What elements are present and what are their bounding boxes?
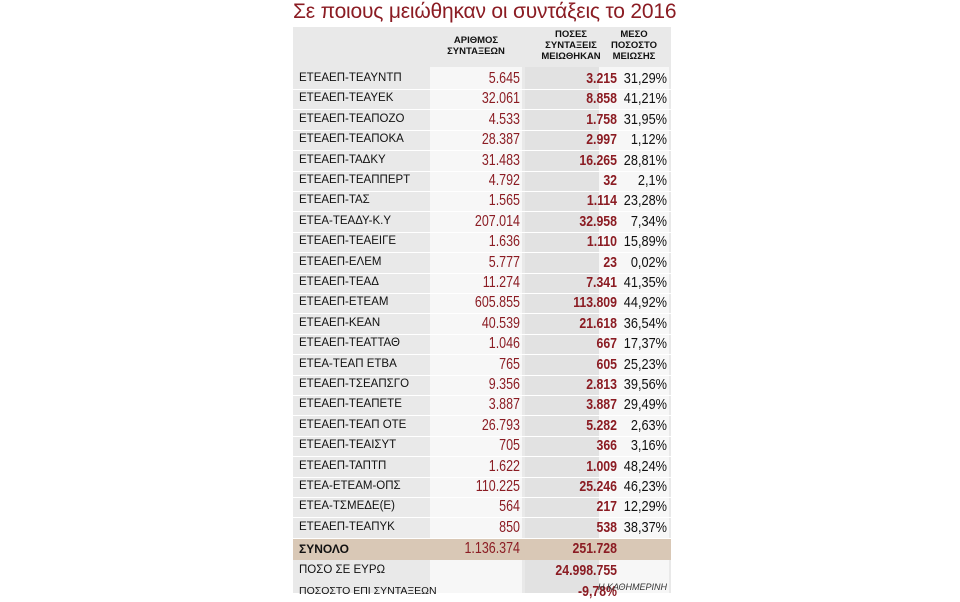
total-pensions-value: 1.622: [488, 457, 520, 475]
header-total-pensions: ΑΡΙΘΜΟΣ ΣΥΝΤΑΞΕΩΝ: [447, 35, 505, 57]
table-row: [293, 395, 671, 415]
table-row: [293, 355, 671, 375]
reduced-pensions-value: 3.887: [586, 396, 617, 414]
reduced-pensions-value: 3.215: [586, 70, 617, 87]
reduced-pensions-value: 1.758: [586, 110, 617, 128]
avg-reduction-value: 23,28%: [623, 192, 667, 210]
amount-row: [293, 561, 671, 581]
avg-reduction-value: 2,63%: [630, 416, 667, 434]
total-pensions-value: 26.793: [481, 416, 520, 434]
fund-name: ΕΤΕΑΕΠ-ΤΕΑΙΣΥΤ: [299, 439, 397, 452]
avg-reduction-value: 44,92%: [623, 294, 667, 312]
avg-reduction-value: 38,37%: [623, 518, 667, 536]
reduced-pensions-value: 16.265: [579, 151, 617, 169]
avg-reduction-value: 7,34%: [630, 212, 667, 230]
reduced-pensions-value: 5.282: [586, 416, 617, 434]
reduced-pensions-value: 2.813: [586, 376, 617, 393]
table-row: [293, 171, 671, 191]
fund-name: ΕΤΕΑΕΠ-ΤΕΑΥΝΤΠ: [299, 72, 402, 84]
header-avg-reduction: ΜΕΣΟ ΠΟΣΟΣΤΟ ΜΕΙΩΣΗΣ: [610, 29, 658, 62]
table-row: [293, 457, 671, 477]
table-row: [293, 314, 671, 334]
fund-name: ΕΤΕΑΕΠ-ΤΕΑΠΠΕΡΤ: [299, 174, 411, 186]
avg-reduction-value: 0,02%: [630, 253, 667, 271]
avg-reduction-value: 48,24%: [623, 457, 667, 475]
table-row: [293, 375, 671, 395]
page-title: Σε ποιους μειώθηκαν οι συντάξεις το 2016: [293, 0, 677, 23]
fund-name: ΕΤΕΑ-ΤΕΑΔΥ-Κ.Υ: [299, 214, 392, 227]
reduced-pensions-value: 1.110: [586, 233, 617, 251]
reduced-pensions-value: 538: [596, 518, 617, 536]
total-pensions-value: 5.645: [488, 70, 520, 87]
table-row: [293, 334, 671, 354]
reduced-pensions-value: 21.618: [579, 314, 617, 332]
avg-reduction-value: 3,16%: [630, 437, 667, 455]
table-row: [293, 191, 671, 211]
reduced-pensions-value: 366: [596, 437, 617, 455]
fund-name: ΕΤΕΑΕΠ-ΤΕΑΠΟΚΑ: [299, 133, 404, 146]
total-pensions-value: 765: [499, 355, 520, 373]
total-pensions-value: 207.014: [474, 212, 520, 230]
source-credit: Η ΚΑΘΗΜΕΡΙΝΗ: [597, 582, 667, 592]
table-row: [293, 110, 671, 130]
table-row: [293, 130, 671, 150]
reduced-pensions-value: 217: [596, 498, 617, 516]
fund-name: ΕΤΕΑΕΠ-ΚΕΑΝ: [299, 316, 381, 329]
table-row: [293, 151, 671, 171]
fund-name: ΕΤΕΑΕΠ-ΤΕΑΠ ΟΤΕ: [299, 418, 407, 431]
fund-name: ΕΤΕΑΕΠ-ΤΕΑΕΙΓΕ: [299, 235, 397, 248]
total-row: [293, 539, 671, 559]
reduced-pensions-value: 25.246: [579, 478, 617, 495]
table-header: [293, 27, 671, 67]
avg-reduction-value: 36,54%: [623, 314, 667, 332]
table-row: [293, 293, 671, 313]
table-row: [293, 253, 671, 273]
total-pensions-value: 1.565: [488, 192, 520, 210]
total-pensions-value: 5.777: [488, 253, 520, 271]
reduced-pensions-value: 23: [603, 253, 617, 271]
fund-name: ΕΤΕΑΕΠ-ΤΕΑΠΥΚ: [299, 520, 395, 533]
table-row: [293, 477, 671, 497]
fund-name: ΕΤΕΑΕΠ-ΤΕΑΥΕΚ: [299, 92, 394, 105]
amount-label: ΠΟΣΟ ΣΕ ΕΥΡΩ: [299, 563, 386, 576]
total-pensions-value: 40.539: [481, 314, 520, 332]
avg-reduction-value: 46,23%: [623, 478, 667, 495]
fund-name: ΕΤΕΑΕΠ-ΤΕΑΔ: [299, 276, 379, 288]
fund-name: ΕΤΕΑΕΠ-ΤΕΑΤΤΑΘ: [299, 337, 400, 350]
fund-name: ΕΤΕΑΕΠ-ΤΑΠΤΠ: [299, 459, 387, 472]
reduced-pensions-value: 113.809: [573, 294, 617, 312]
header-reduced-pensions: ΠΟΣΕΣ ΣΥΝΤΑΞΕΙΣ ΜΕΙΩΘΗΚΑΝ: [541, 29, 601, 62]
reduced-pensions-value: 667: [596, 335, 617, 353]
table-row: [293, 518, 671, 538]
total-pensions-value: 1.636: [488, 233, 520, 251]
total-pensions-value: 850: [499, 518, 520, 536]
avg-reduction-value: 41,35%: [623, 274, 667, 291]
avg-reduction-value: 15,89%: [623, 233, 667, 251]
total-pensions-sum: 1.136.374: [464, 540, 520, 558]
avg-reduction-value: 17,37%: [623, 335, 667, 353]
fund-name: ΕΤΕΑΕΠ-ΤΣΕΑΠΣΓΟ: [299, 378, 410, 390]
avg-reduction-value: 25,23%: [623, 355, 667, 373]
table-row: [293, 273, 671, 293]
reduced-pensions-value: 1.009: [586, 457, 617, 475]
fund-name: ΕΤΕΑ-ΤΕΑΠ ΕΤΒΑ: [299, 357, 397, 370]
reduced-pensions-value: 1.114: [586, 192, 617, 210]
amount-value: 24.998.755: [555, 561, 617, 579]
total-pensions-value: 705: [499, 437, 520, 455]
reduced-pensions-value: 605: [596, 355, 617, 373]
fund-name: ΕΤΕΑΕΠ-ΤΕΑΠΕΤΕ: [299, 398, 402, 411]
reduced-pensions-value: 2.997: [586, 131, 617, 149]
avg-reduction-value: 28,81%: [623, 151, 667, 169]
table-row: [293, 497, 671, 517]
avg-reduction-value: 29,49%: [623, 396, 667, 414]
total-pensions-value: 4.533: [488, 110, 520, 128]
fund-name: ΕΤΕΑΕΠ-ΤΑΣ: [299, 194, 370, 207]
total-pensions-value: 31.483: [481, 151, 520, 169]
avg-reduction-value: 12,29%: [623, 498, 667, 516]
total-label: ΣΥΝΟΛΟ: [299, 542, 349, 557]
total-pensions-value: 9.356: [488, 376, 520, 393]
fund-name: ΕΤΕΑΕΠ-ΤΕΑΠΟΖΟ: [299, 112, 405, 125]
total-pensions-value: 110.225: [475, 478, 520, 495]
percent-value: -9,78%: [578, 583, 617, 600]
total-pensions-value: 4.792: [488, 172, 520, 189]
pension-table: [293, 27, 671, 600]
fund-name: ΕΤΕΑΕΠ-ΕΤΕΑΜ: [299, 296, 389, 309]
reduced-pensions-sum: 251.728: [572, 540, 617, 558]
avg-reduction-value: 41,21%: [623, 90, 667, 108]
total-pensions-value: 1.046: [488, 335, 520, 353]
table-row: [293, 89, 671, 109]
avg-reduction-value: 2,1%: [637, 172, 667, 189]
total-pensions-value: 32.061: [481, 90, 520, 108]
table-row: [293, 436, 671, 456]
reduced-pensions-value: 7.341: [586, 274, 617, 291]
fund-name: ΕΤΕΑΕΠ-ΤΑΔΚΥ: [299, 153, 386, 166]
avg-reduction-value: 1,12%: [630, 131, 667, 149]
avg-reduction-value: 31,29%: [623, 70, 667, 87]
total-pensions-value: 564: [499, 498, 520, 516]
table-row: [293, 416, 671, 436]
total-pensions-value: 605.855: [474, 294, 520, 312]
fund-name: ΕΤΕΑ-ΤΣΜΕΔΕ(Ε): [299, 500, 395, 513]
avg-reduction-value: 31,95%: [623, 110, 667, 128]
reduced-pensions-value: 32.958: [579, 212, 617, 230]
table-row: [293, 212, 671, 232]
percent-label: ΠΟΣΟΣΤΟ ΕΠΙ ΣΥΝΤΑΞΕΩΝ: [299, 585, 437, 597]
avg-reduction-value: 39,56%: [623, 376, 667, 393]
fund-name: ΕΤΕΑ-ΕΤΕΑΜ-ΟΠΣ: [299, 480, 401, 492]
fund-name: ΕΤΕΑΕΠ-ΕΛΕΜ: [299, 255, 382, 268]
reduced-pensions-value: 32: [603, 172, 617, 189]
table-row: [293, 69, 671, 89]
table-row: [293, 232, 671, 252]
reduced-pensions-value: 8.858: [586, 90, 617, 108]
total-pensions-value: 3.887: [488, 396, 520, 414]
total-pensions-value: 11.274: [482, 274, 520, 291]
total-pensions-value: 28.387: [481, 131, 520, 149]
